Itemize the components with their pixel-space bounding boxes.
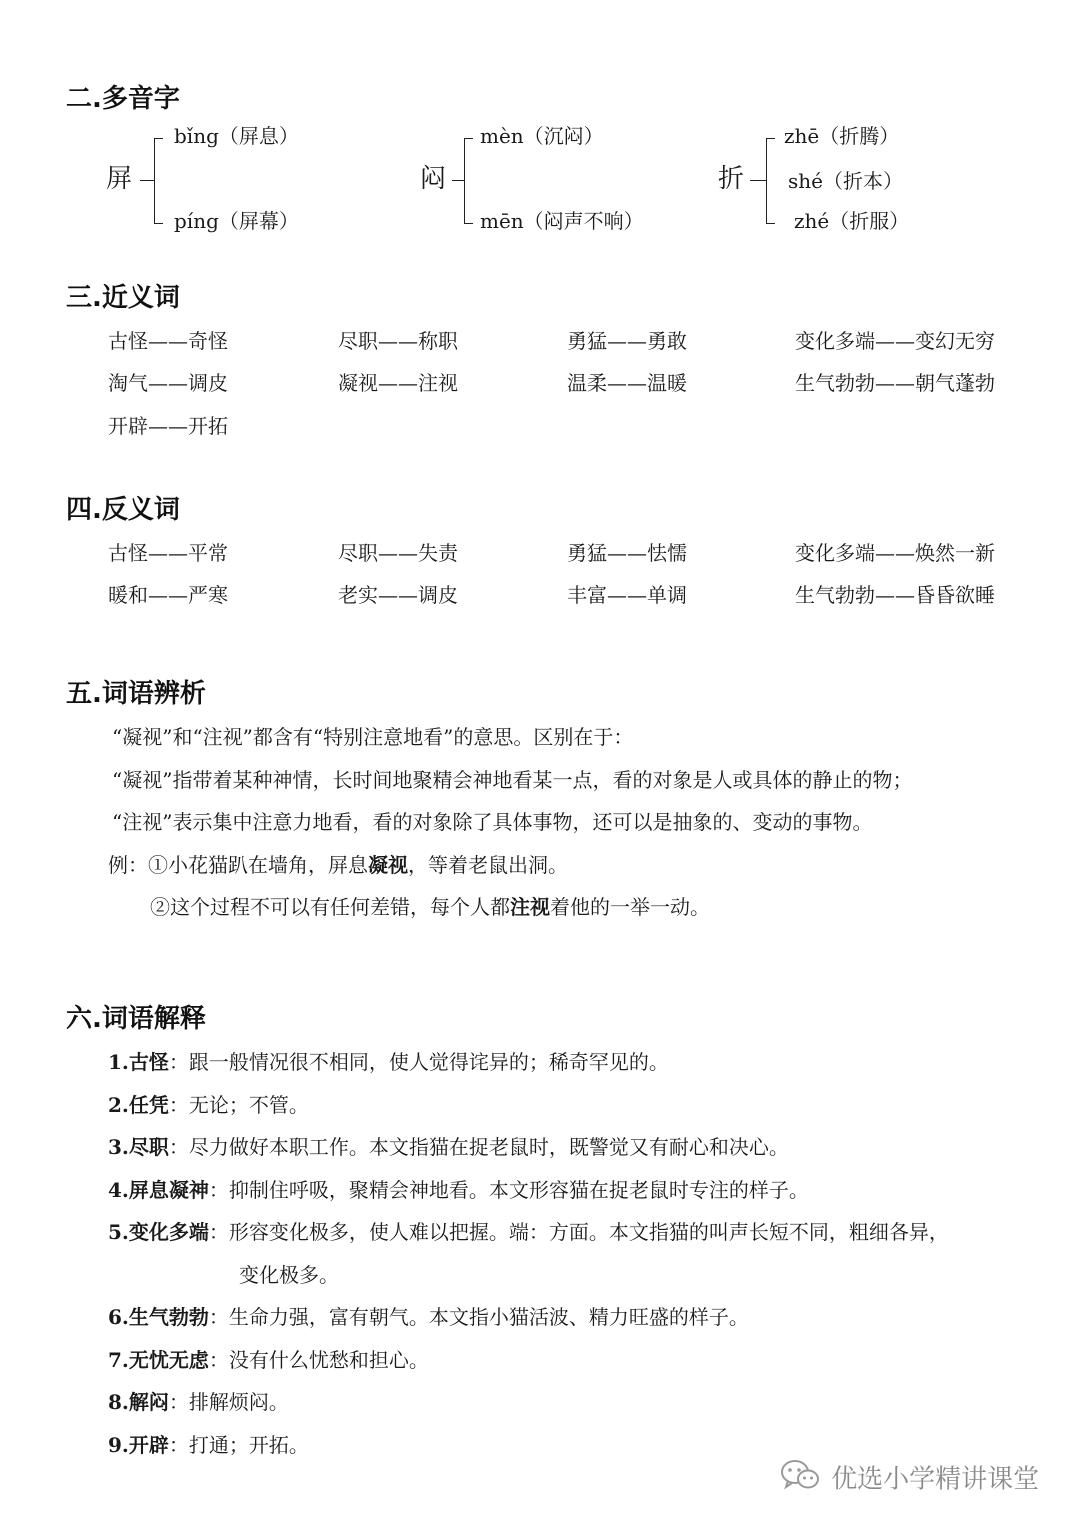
- antonym-pair: 丰富——单调: [567, 583, 687, 607]
- example-2: [150, 893, 710, 921]
- antonym-pair: 古怪——平常: [108, 541, 228, 565]
- definition-text: ：排解烦闷。: [168, 1390, 289, 1414]
- section-title-antonyms: 四.反义词: [66, 495, 180, 525]
- definition-text: ：跟一般情况很不相同，使人觉得诧异的；稀奇罕见的。: [168, 1050, 669, 1074]
- brace-stem: [452, 180, 464, 181]
- example-keyword: 注视: [510, 895, 550, 919]
- reading: píng（屏幕）: [174, 209, 299, 233]
- example-text: 着他的一举一动。: [550, 895, 710, 919]
- definition-term: 6.生气勃勃: [108, 1305, 209, 1329]
- definition-text: ：抑制住呼吸，聚精会神地看。本文形容猫在捉老鼠时专注的样子。: [208, 1178, 809, 1202]
- antonym-pair: 生气勃勃——昏昏欲睡: [795, 583, 995, 607]
- section-title-analysis: 五.词语辨析: [66, 679, 206, 709]
- synonym-pair: 淘气——调皮: [108, 371, 228, 395]
- reading: mēn（闷声不响）: [480, 209, 644, 233]
- synonym-pair: 开辟——开拓: [108, 414, 228, 438]
- section-title-synonyms: 三.近义词: [66, 283, 180, 313]
- definition-term: 1.古怪: [108, 1050, 169, 1074]
- definition-text: ：打通；开拓。: [168, 1433, 309, 1457]
- example-text: 例：①小花猫趴在墙角，屏息: [108, 853, 368, 877]
- definition-item: [108, 1048, 669, 1076]
- definition-term: 8.解闷: [108, 1390, 169, 1414]
- definition-continuation: 变化极多。: [239, 1263, 339, 1287]
- section-title-definitions: 六.词语解释: [66, 1004, 206, 1034]
- example-text: ，等着老鼠出洞。: [408, 853, 568, 877]
- antonym-pair: 勇猛——怯懦: [567, 541, 687, 565]
- brace: [766, 138, 775, 224]
- synonym-pair: 古怪——奇怪: [108, 329, 228, 353]
- synonym-pair: 生气勃勃——朝气蓬勃: [795, 371, 995, 395]
- definition-text: ：尽力做好本职工作。本文指猫在捉老鼠时，既警觉又有耐心和决心。: [168, 1135, 789, 1159]
- definition-term: 2.任凭: [108, 1093, 169, 1117]
- analysis-ningshi: “凝视”指带着某种神情，长时间地聚精会神地看某一点，看的对象是人或具体的静止的物；: [112, 768, 913, 792]
- example-1: [108, 851, 568, 879]
- definition-item: [108, 1176, 809, 1204]
- wechat-icon: [780, 1458, 820, 1496]
- definition-item: [108, 1388, 289, 1416]
- antonym-pair: 暖和——严寒: [108, 583, 228, 607]
- synonym-pair: 勇猛——勇敢: [567, 329, 687, 353]
- analysis-zhushi: “注视”表示集中注意力地看，看的对象除了具体事物，还可以是抽象的、变动的事物。: [112, 810, 873, 834]
- definition-item: [108, 1091, 309, 1119]
- definition-text: ：没有什么忧愁和担心。: [208, 1348, 429, 1372]
- reading: mèn（沉闷）: [480, 124, 604, 148]
- definition-text: ：无论；不管。: [168, 1093, 309, 1117]
- polyphonic-char-ping: 屏: [106, 164, 133, 194]
- brace: [464, 138, 473, 224]
- analysis-intro: “凝视”和“注视”都含有“特别注意地看”的意思。区别在于：: [112, 725, 634, 749]
- synonym-pair: 凝视——注视: [338, 371, 458, 395]
- reading: zhé（折服）: [794, 209, 910, 233]
- watermark-text: 优选小学精讲课堂: [831, 1464, 1040, 1495]
- example-keyword: 凝视: [368, 853, 408, 877]
- synonym-pair: 温柔——温暖: [567, 371, 687, 395]
- definition-term: 9.开辟: [108, 1433, 169, 1457]
- definition-term: 7.无忧无虑: [108, 1348, 209, 1372]
- brace-stem: [140, 180, 154, 181]
- reading: shé（折本）: [788, 169, 903, 193]
- antonym-pair: 老实——调皮: [338, 583, 458, 607]
- definition-item: [108, 1431, 309, 1459]
- section-title-polyphonic: 二.多音字: [66, 84, 180, 114]
- definition-term: 5.变化多端: [108, 1220, 209, 1244]
- definition-text: ：形容变化极多，使人难以把握。端：方面。本文指猫的叫声长短不同，粗细各异，: [208, 1220, 949, 1244]
- antonym-pair: 变化多端——焕然一新: [795, 541, 995, 565]
- example-text: ②这个过程不可以有任何差错，每个人都: [150, 895, 510, 919]
- definition-item: [108, 1346, 429, 1374]
- synonym-pair: 尽职——称职: [338, 329, 458, 353]
- definition-term: 3.尽职: [108, 1135, 169, 1159]
- watermark: [780, 1458, 1039, 1496]
- definition-item: [108, 1218, 949, 1246]
- polyphonic-char-men: 闷: [420, 164, 447, 194]
- brace: [154, 138, 163, 224]
- definition-item: [108, 1303, 749, 1331]
- brace-stem: [750, 180, 766, 181]
- polyphonic-char-zhe: 折: [718, 164, 745, 194]
- definition-term: 4.屏息凝神: [108, 1178, 209, 1202]
- reading: bǐng（屏息）: [174, 124, 299, 148]
- synonym-pair: 变化多端——变幻无穷: [795, 329, 995, 353]
- reading: zhē（折腾）: [784, 124, 900, 148]
- definition-text: ：生命力强，富有朝气。本文指小猫活波、精力旺盛的样子。: [208, 1305, 749, 1329]
- definition-item: [108, 1133, 789, 1161]
- antonym-pair: 尽职——失责: [338, 541, 458, 565]
